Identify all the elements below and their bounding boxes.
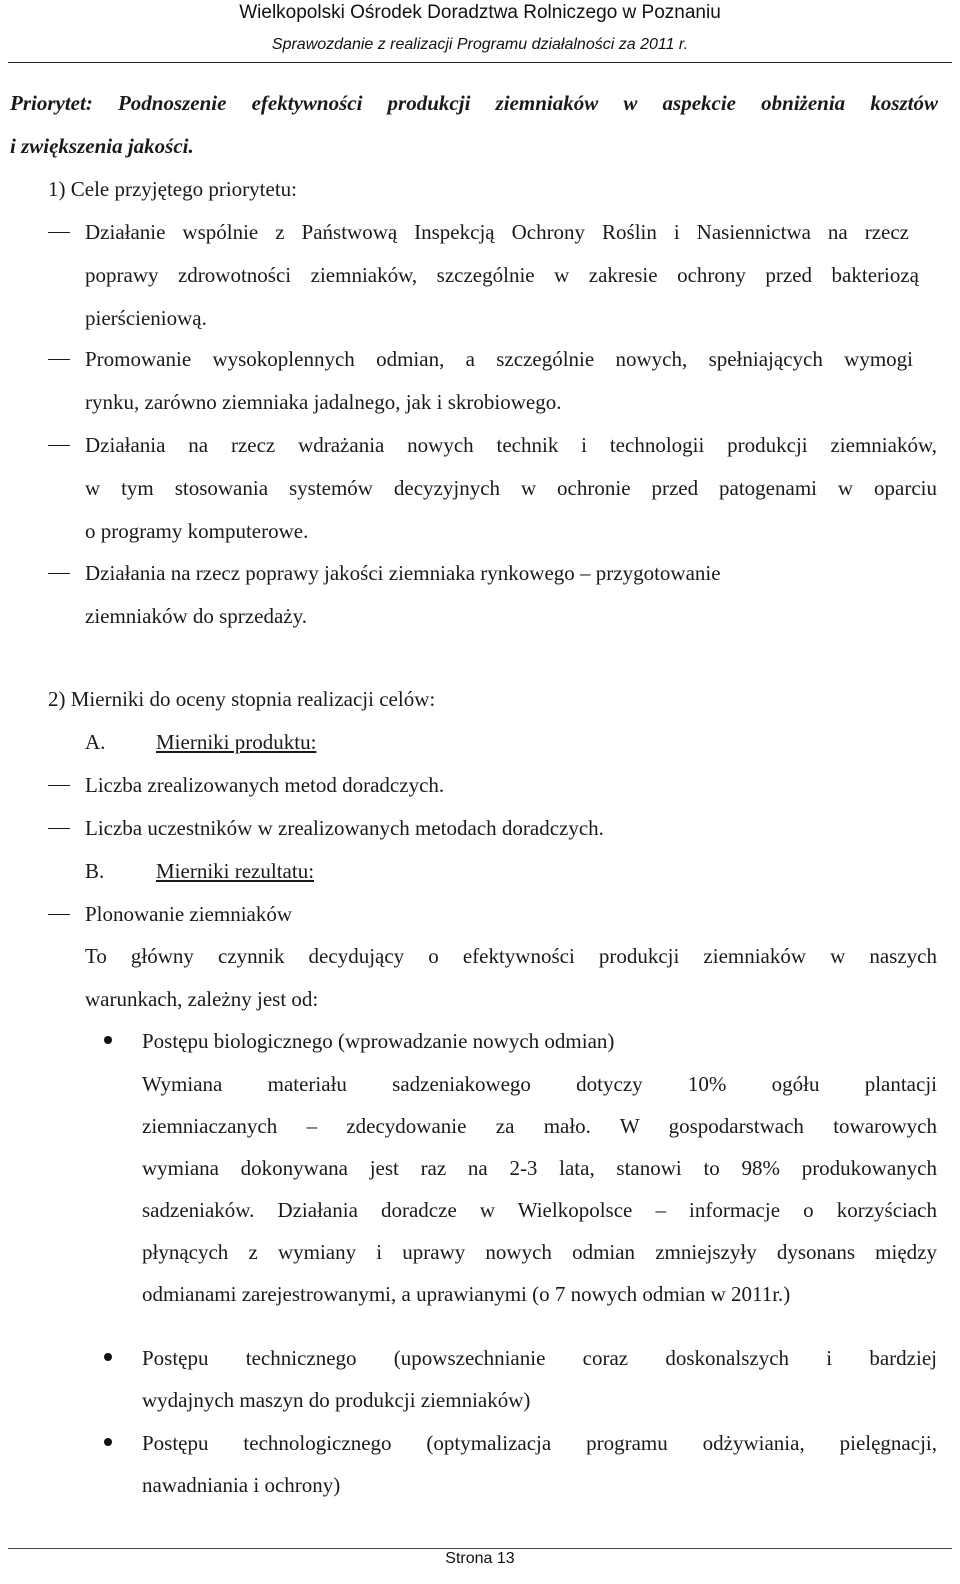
bullet-1-text-line-2: ziemniaczanych – zdecydowanie za mało. W gospodarstwach towarowych: [142, 1114, 937, 1138]
goal-3-line-1: Działania na rzecz wdrażania nowych technik i technologii produkcji ziemniaków,: [85, 433, 937, 457]
dash-marker: [48, 828, 70, 829]
goal-4-line-1: Działania na rzecz poprawy jakości ziemniaka rynkowego – przygotowanie: [85, 561, 721, 585]
bullet-2-line-1: Postępu technicznego (upowszechnianie coraz doskonalszych i bardziej: [142, 1346, 937, 1370]
goal-2-line-1: Promowanie wysokoplennych odmian, a szczególnie nowych, spełniających wymogi: [85, 347, 913, 371]
priority-heading-line-1: Priorytet: Podnoszenie efektywności produkcji ziemniaków w aspekcie obniżenia kosztów: [10, 91, 938, 115]
bullet-2-line-2: wydajnych maszyn do produkcji ziemniaków): [142, 1388, 531, 1412]
section-2-title: 2) Mierniki do oceny stopnia realizacji celów:: [48, 687, 436, 711]
bullet-marker: [104, 1353, 112, 1361]
goal-2-line-2: rynku, zarówno ziemniaka jadalnego, jak i skrobiowego.: [85, 390, 562, 414]
footer-divider: [8, 1548, 952, 1549]
bullet-3-line-2: nawadniania i ochrony): [142, 1473, 341, 1497]
section-1-title: 1) Cele przyjętego priorytetu:: [48, 177, 297, 201]
bullet-1-text-line-3: wymiana dokonywana jest raz na 2-3 lata, stanowi to 98% produkowanych: [142, 1156, 937, 1180]
priority-heading-line-2: i zwiększenia jakości.: [10, 134, 194, 158]
header-divider: [8, 62, 952, 63]
bullet-1-text-line-4: sadzeniaków. Działania doradcze w Wielkopolsce – informacje o korzyściach: [142, 1198, 937, 1222]
subsection-b-title: Mierniki rezultatu:: [156, 859, 315, 883]
bullet-1-text-line-5: płynących z wymiany i uprawy nowych odmian zmniejszyły dysonans między: [142, 1240, 937, 1264]
yield-paragraph-line-1: To główny czynnik decydujący o efektywności produkcji ziemniaków w naszych: [85, 944, 937, 968]
bullet-1-title: Postępu biologicznego (wprowadzanie nowych odmian): [142, 1029, 615, 1053]
goal-3-line-2: w tym stosowania systemów decyzyjnych w ochronie przed patogenami w oparciu: [85, 476, 937, 500]
dash-marker: [48, 445, 70, 446]
report-title: Sprawozdanie z realizacji Programu działalności za 2011 r.: [271, 36, 689, 53]
dash-marker: [48, 914, 70, 915]
bullet-marker: [104, 1438, 112, 1446]
product-measure-1: Liczba zrealizowanych metod doradczych.: [85, 773, 445, 797]
organization-name: Wielkopolski Ośrodek Doradztwa Rolniczego w Poznaniu: [239, 2, 721, 23]
yield-paragraph-line-2: warunkach, zależny jest od:: [85, 987, 319, 1011]
bullet-3-line-1: Postępu technologicznego (optymalizacja programu odżywiania, pielęgnacji,: [142, 1431, 937, 1455]
dash-marker: [48, 573, 70, 574]
bullet-1-text-line-6: odmianami zarejestrowanymi, a uprawianymi (o 7 nowych odmian w 2011r.): [142, 1282, 791, 1306]
subsection-a-letter: A.: [85, 730, 106, 754]
subsection-b-letter: B.: [85, 859, 105, 883]
bullet-marker: [104, 1036, 112, 1044]
goal-1-line-1: Działanie wspólnie z Państwową Inspekcją Ochrony Roślin i Nasiennictwa na rzecz: [85, 220, 909, 244]
subsection-a-title: Mierniki produktu:: [156, 730, 317, 754]
bullet-1-text-line-1: Wymiana materiału sadzeniakowego dotyczy 10% ogółu plantacji: [142, 1072, 937, 1096]
goal-3-line-3: o programy komputerowe.: [85, 519, 309, 543]
dash-marker: [48, 359, 70, 360]
goal-4-line-2: ziemniaków do sprzedaży.: [85, 604, 307, 628]
dash-marker: [48, 232, 70, 233]
page-number: Strona 13: [445, 1550, 515, 1567]
product-measure-2: Liczba uczestników w zrealizowanych metodach doradczych.: [85, 816, 604, 840]
result-measure: Plonowanie ziemniaków: [85, 902, 293, 926]
goal-1-line-2: poprawy zdrowotności ziemniaków, szczególnie w zakresie ochrony przed bakteriozą: [85, 263, 919, 287]
dash-marker: [48, 785, 70, 786]
goal-1-line-3: pierścieniową.: [85, 306, 207, 330]
